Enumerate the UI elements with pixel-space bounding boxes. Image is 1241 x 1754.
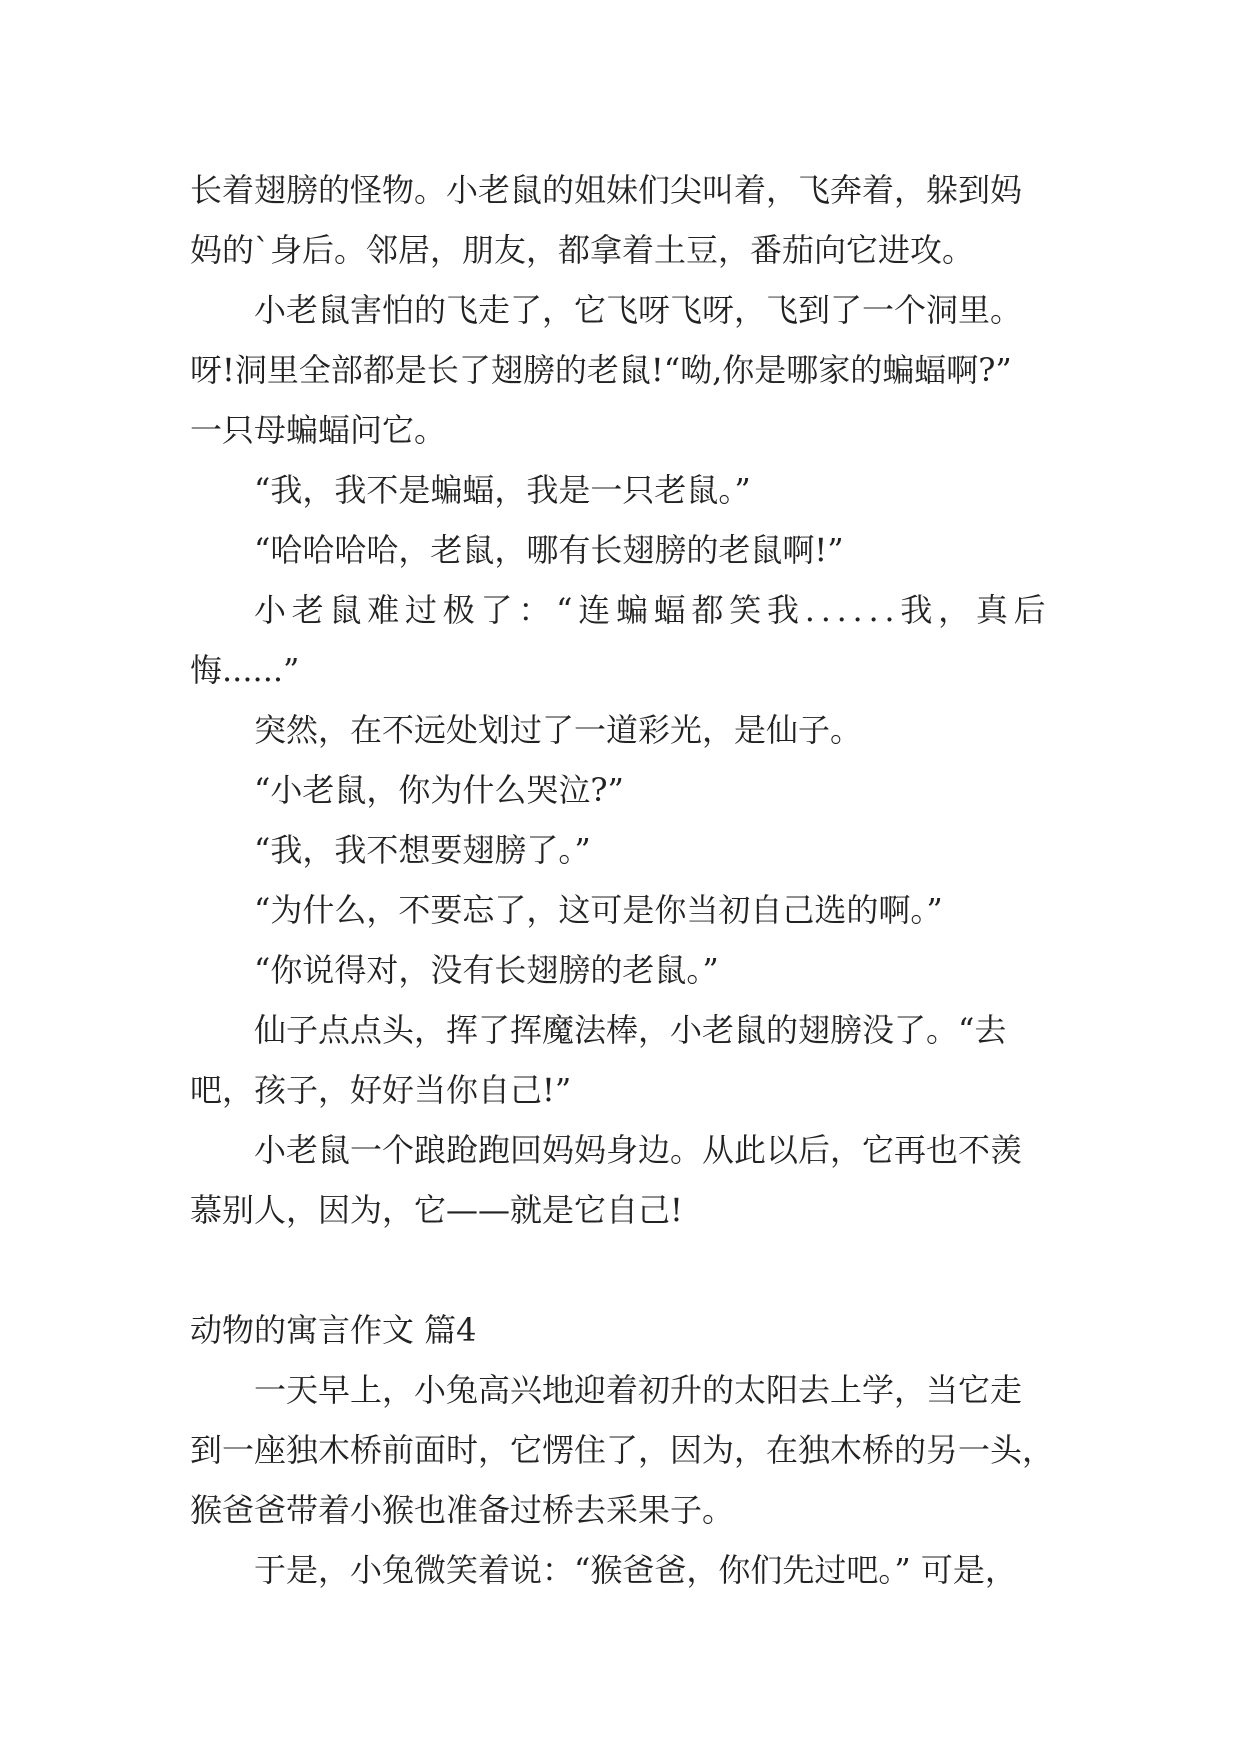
text-line: 一只母蝙蝠问它。 (190, 411, 447, 449)
section-heading: 动物的寓言作文 篇4 (190, 1311, 477, 1349)
text-line: 长着翅膀的怪物。小老鼠的姐妹们尖叫着，飞奔着，躲到妈 (190, 171, 1023, 209)
text-line: 慕别人，因为，它——就是它自己! (190, 1191, 683, 1229)
text-line: 猴爸爸带着小猴也准备过桥去采果子。 (190, 1491, 735, 1529)
text-line: 妈的`身后。邻居，朋友，都拿着土豆，番茄向它进攻。 (190, 231, 975, 269)
text-line: “为什么，不要忘了，这可是你当初自己选的啊。” (254, 891, 943, 929)
text-line: 一天早上，小兔高兴地迎着初升的太阳去上学，当它走 (254, 1371, 1023, 1409)
text-line: 仙子点点头，挥了挥魔法棒，小老鼠的翅膀没了。“去 (254, 1011, 1007, 1049)
text-line: 小老鼠一个踉跄跑回妈妈身边。从此以后，它再也不羡 (254, 1131, 1023, 1169)
text-line: 到一座独木桥前面时，它愣住了，因为，在独木桥的另一头， (190, 1431, 1055, 1469)
text-line: “小老鼠，你为什么哭泣?” (254, 771, 624, 809)
text-line: “我，我不想要翅膀了。” (254, 831, 591, 869)
paragraph-gap (190, 1240, 1060, 1300)
text-line: “你说得对，没有长翅膀的老鼠。” (254, 951, 719, 989)
text-line: “哈哈哈哈，老鼠，哪有长翅膀的老鼠啊!” (254, 531, 844, 569)
text-line: 小老鼠害怕的飞走了，它飞呀飞呀，飞到了一个洞里。 (254, 291, 1023, 329)
document-body (190, 160, 1060, 1600)
text-line: 呀!洞里全部都是长了翅膀的老鼠!“呦,你是哪家的蝙蝠啊?” (190, 351, 1012, 389)
text-line: 吧，孩子，好好当你自己!” (190, 1071, 572, 1109)
text-line: “我，我不是蝙蝠，我是一只老鼠。” (254, 471, 751, 509)
text-line: 悔......” (190, 651, 300, 689)
text-line: 小老鼠难过极了：“连蝙蝠都笑我......我，真后 (254, 591, 1052, 629)
text-line: 突然，在不远处划过了一道彩光，是仙子。 (254, 711, 863, 749)
text-line: 于是，小兔微笑着说：“猴爸爸，你们先过吧。” 可是， (254, 1551, 1017, 1589)
